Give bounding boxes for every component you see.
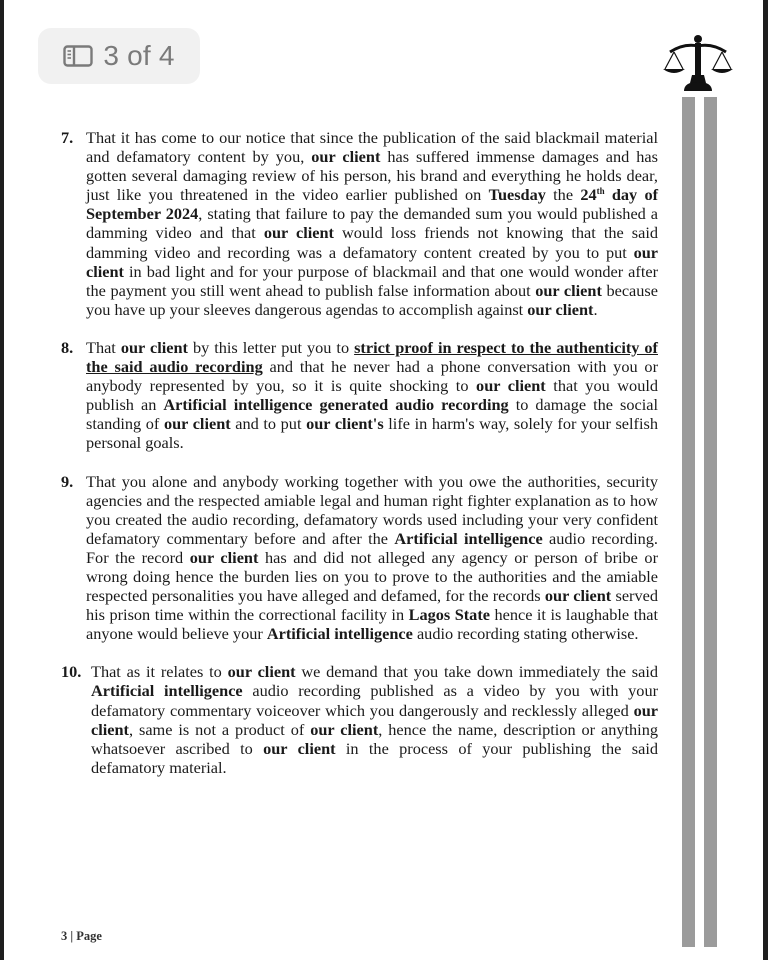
emphasis-bold: our client — [263, 223, 334, 243]
side-bar — [704, 97, 717, 947]
emphasis-bold: our client — [310, 719, 379, 739]
paragraph-number: 8. — [61, 337, 74, 357]
text-run: in the process of your publishing the said defamatory material. — [91, 738, 658, 777]
paragraph-text — [91, 662, 658, 777]
emphasis-bold: our client's — [306, 414, 384, 434]
paragraph-number: 9. — [61, 471, 74, 491]
text-run: and to put — [230, 414, 307, 434]
text-run: has suffered immense damages and has gotten several damaging review of his person, his brand and everything he holds dear, just like you threatened in the video earlier published on — [86, 147, 658, 205]
emphasis-bold: day of September 2024 — [86, 185, 659, 224]
text-run: That as it relates to — [91, 662, 228, 682]
text-run: to damage the social standing of — [86, 395, 659, 434]
text-run: , same is not a product of — [128, 719, 311, 739]
emphasis-bold: our client — [527, 299, 594, 319]
page-footer: 3 | Page — [61, 929, 102, 943]
text-run: in bad light and for your purpose of blackmail and that one would wonder after the payment you still went ahead to publish false information about — [86, 261, 658, 300]
text-run: . — [593, 299, 598, 319]
numbered-paragraph — [61, 472, 658, 644]
emphasis-bold: Artificial intelligence — [394, 528, 543, 548]
text-run: would loss friends not knowing that the said damming video and recording was a defamatory content created by you to put — [86, 223, 658, 262]
emphasis-bold: 24 — [580, 185, 597, 205]
emphasis-bold: our client — [227, 662, 296, 682]
text-run: by this letter put you to — [187, 337, 355, 357]
emphasis-bold: our client — [263, 738, 336, 758]
text-run: hence it is laughable that anyone would believe your — [86, 605, 658, 644]
text-run: audio recording published as a video by you with your defamatory commentary voiceover which you dangerously and recklessly alleged — [91, 681, 659, 720]
emphasis-bold: Artificial intelligence — [266, 624, 413, 644]
emphasis-bold: our client — [544, 586, 612, 606]
text-run: served his prison time within the correctional facility in — [86, 586, 658, 625]
emphasis-bold: our client — [86, 242, 658, 281]
scales-of-justice-icon — [660, 33, 736, 95]
numbered-paragraph — [61, 128, 658, 319]
emphasis-bold: our client — [91, 700, 658, 739]
emphasis-bold: Artificial intelligence generated audio recording — [163, 395, 509, 415]
paragraph-text — [86, 338, 658, 453]
text-run: That it has come to our notice that since the publication of the said blackmail material and defamatory content by you, — [86, 128, 658, 167]
paragraph-text — [86, 472, 658, 644]
superscript: th — [596, 186, 605, 197]
text-run: audio recording stating otherwise. — [412, 624, 639, 644]
text-run: has and did not alleged any agency or person of bribe or wrong doing hence the burden lies on you to prove to the authorities and the amiable respected personalities you have alleged and defamed, for the records — [86, 547, 658, 606]
document-page — [4, 0, 763, 960]
letterhead-side-bars — [682, 97, 718, 947]
page-counter-text: 3 of 4 — [103, 40, 175, 71]
emphasis-bold: our client — [163, 414, 231, 434]
text-run: that you would publish an — [86, 376, 659, 415]
paragraph-number: 7. — [61, 128, 74, 147]
text-run: life in harm's way, solely for your selfish personal goals. — [86, 414, 658, 453]
text-run: , stating that failure to pay the demanded sum you would published a damming video and that — [86, 204, 658, 243]
paragraph-number: 10. — [61, 662, 82, 682]
side-bar — [682, 97, 695, 947]
sidebar-panel-icon — [63, 45, 93, 67]
text-run: because you have up your sleeves dangerous agendas to accomplish against — [86, 280, 658, 319]
emphasis-bold: Lagos State — [408, 605, 490, 625]
paragraph-text — [86, 128, 658, 319]
text-run: and that he never had a phone conversation with you or anybody represented by you, so it is quite shocking to — [86, 357, 658, 396]
numbered-paragraph — [61, 662, 658, 777]
letter-body — [61, 128, 658, 796]
emphasis-bold: Artificial intelligence — [91, 681, 243, 701]
emphasis-bold: our client — [189, 547, 259, 567]
emphasis-bold: our client — [120, 337, 188, 357]
page-counter-badge[interactable] — [38, 28, 200, 84]
numbered-paragraph — [61, 338, 658, 453]
text-run: That you alone and anybody working together with you owe the authorities, security agencies and the respected amiable legal and human right fighter explanation as to how you created the audio recording, defamatory words used including your very confident defamatory commentary before and after the — [86, 471, 658, 548]
text-run: we demand that you take down immediately the said — [295, 662, 658, 682]
emphasis-bold: our client — [535, 280, 602, 300]
text-run: , hence the name, description or anything whatsoever ascribed to — [91, 719, 658, 758]
emphasis-bold: Tuesday — [488, 185, 546, 205]
emphasis-bold: our client — [311, 147, 381, 167]
emphasis-bold: our client — [476, 376, 546, 396]
text-run: the — [545, 185, 581, 205]
text-run: audio recording. For the record — [86, 528, 659, 567]
emphasis-underlined: strict proof in respect to the authenticity of the said audio recording — [86, 337, 658, 377]
text-run: That — [86, 337, 121, 357]
